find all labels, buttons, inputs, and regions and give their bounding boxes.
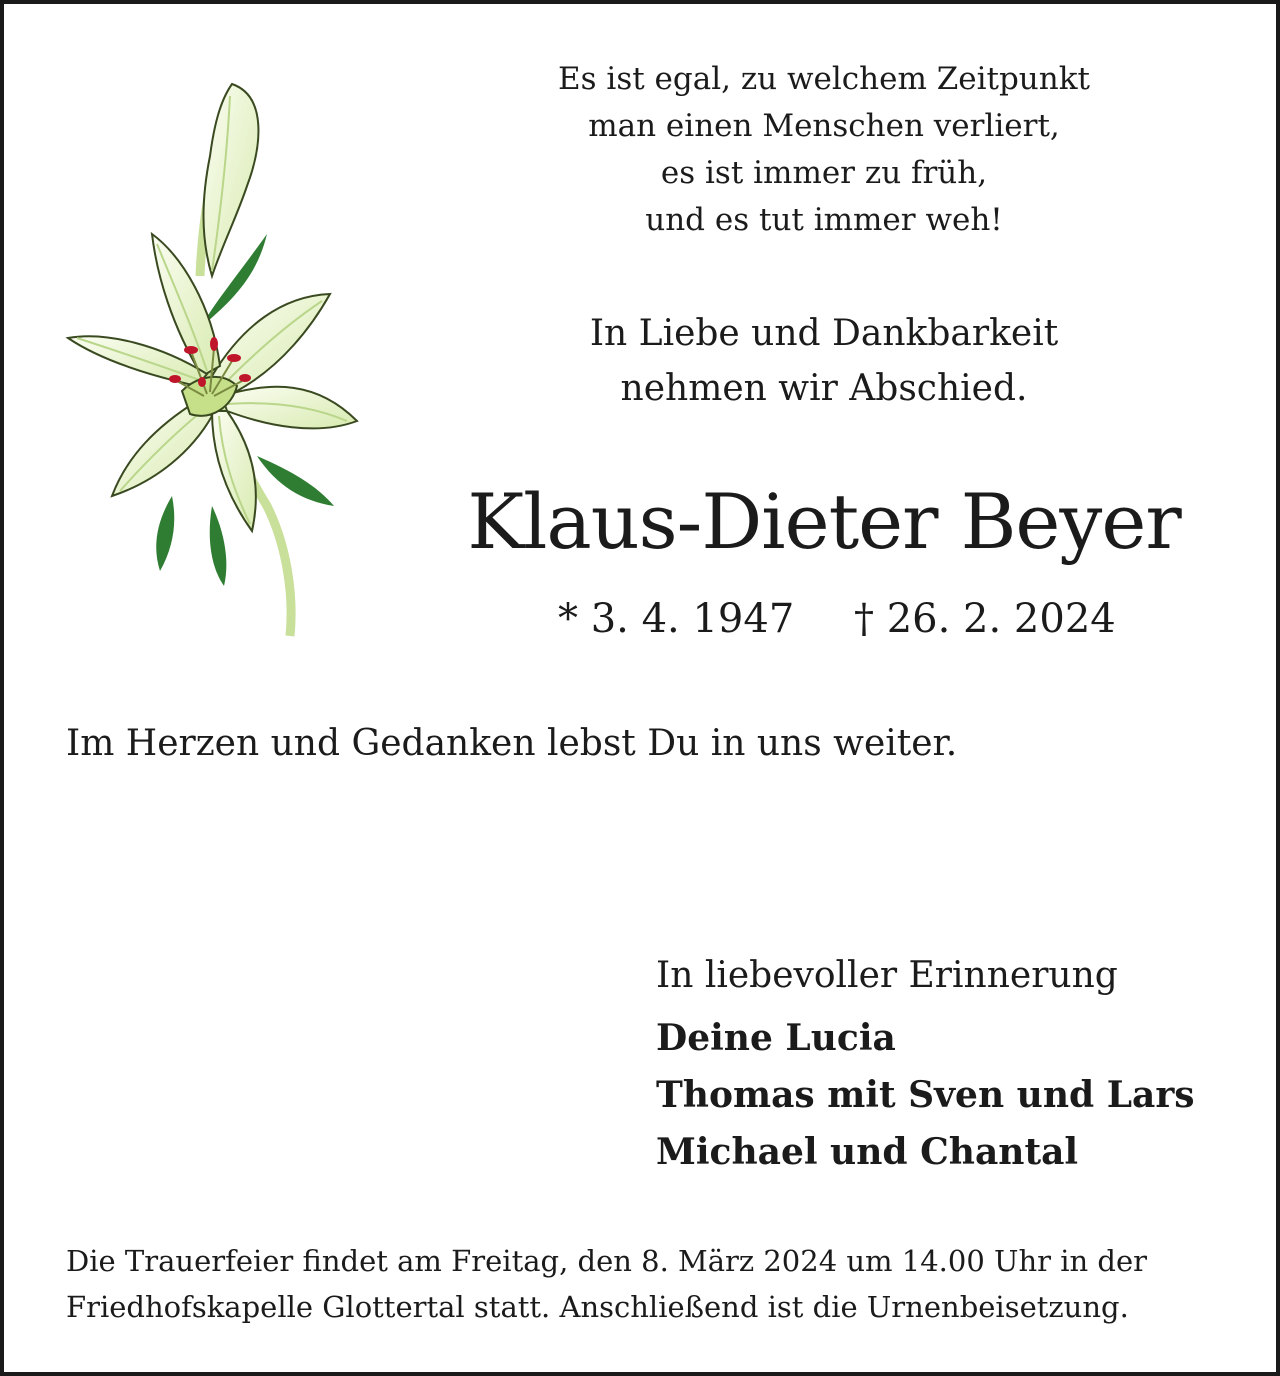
funeral-line: Friedhofskapelle Glottertal statt. Anschließend ist die Urnenbeisetzung. [66, 1290, 1129, 1324]
mourners-list [656, 1010, 1195, 1181]
remembrance-intro: In liebevoller Erinnerung [656, 955, 1118, 996]
mourner-name: Michael und Chantal [656, 1131, 1079, 1173]
mourner-name: Thomas mit Sven und Lars [656, 1074, 1195, 1116]
opening-quote [504, 56, 1144, 244]
deceased-name: Klaus-Dieter Beyer [467, 477, 1181, 566]
funeral-details [66, 1238, 1236, 1330]
farewell-line: nehmen wir Abschied. [620, 368, 1028, 409]
farewell-text [504, 306, 1144, 416]
quote-line: man einen Menschen verliert, [588, 108, 1060, 144]
quote-line: und es tut immer weh! [645, 202, 1003, 238]
funeral-line: Die Trauerfeier findet am Freitag, den 8. März 2024 um 14.00 Uhr in der [66, 1244, 1147, 1278]
memorial-motto: Im Herzen und Gedanken lebst Du in uns weiter. [66, 723, 958, 764]
farewell-line: In Liebe und Dankbarkeit [589, 313, 1059, 354]
lily-flower-icon [62, 76, 367, 646]
quote-line: es ist immer zu früh, [660, 155, 988, 191]
birth-date: * 3. 4. 1947 [558, 596, 795, 642]
quote-line: Es ist egal, zu welchem Zeitpunkt [558, 61, 1090, 97]
life-dates [558, 594, 1116, 644]
death-date: † 26. 2. 2024 [854, 596, 1116, 642]
mourner-name: Deine Lucia [656, 1017, 896, 1059]
